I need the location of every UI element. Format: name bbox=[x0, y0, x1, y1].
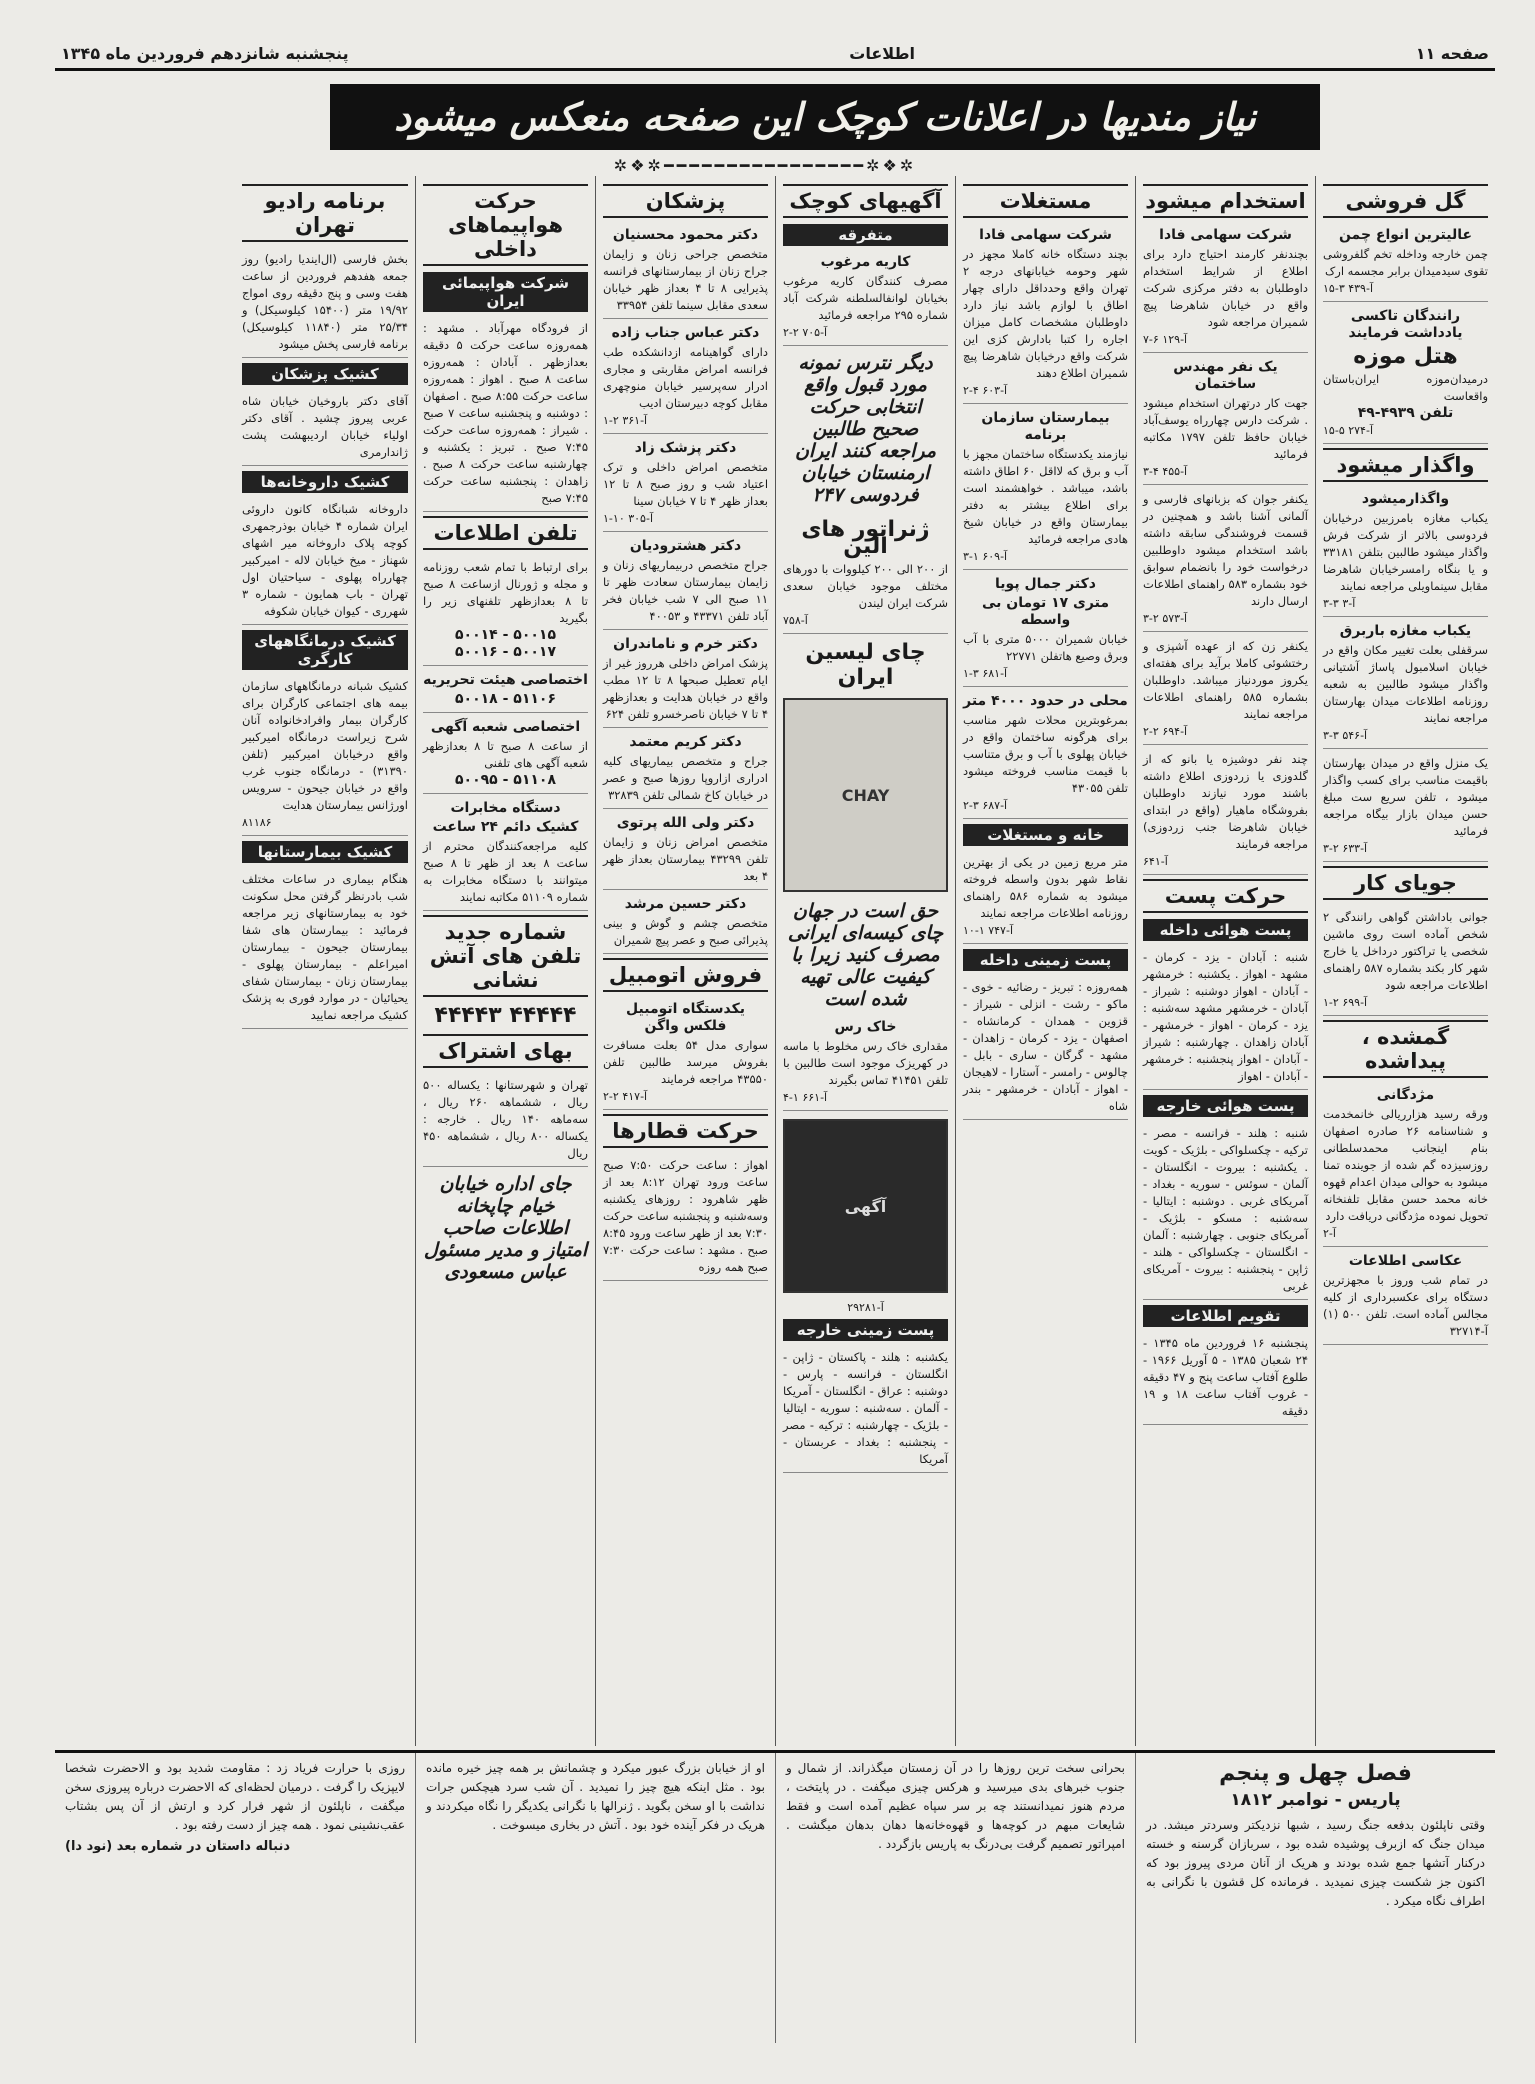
ad-text: از ۲۰۰ الی ۲۰۰ کیلووات با دورهای مختلف موجود خیابان سعدی شرکت ایران لیندن bbox=[783, 562, 948, 610]
story-column bbox=[1135, 1753, 1495, 2043]
story-text: بحرانی سخت ترین روزها را در آن زمستان میگذراند. از شمال و جنوب خبرهای بدی میرسید و هرکس چیزی میگفت . در پایتخت ، مردم هنوز نمیدانستند چه بر سر سپاه عظیم آمده است و فقط شایعات مبهم در کوچه‌ها و قهوه‌خانه‌ها دهان بدهان میگشت . امپراتور تصمیم گرفت بی‌درنگ به پاریس بازگردد . bbox=[786, 1761, 1125, 1851]
ad-item bbox=[963, 690, 1128, 819]
ornament-divider: ✲❖✲━━━━━━━━━━━━━━━━✲❖✲ bbox=[613, 156, 917, 175]
ad-code: آ-۶۹۹ ۲-۱ bbox=[1323, 996, 1368, 1009]
ad-title: دستگاه مخابرات bbox=[450, 800, 561, 816]
subsection-title: کشیک داروخانه‌ها bbox=[242, 471, 408, 493]
ad-code: آ-۶۴۱ bbox=[1143, 855, 1168, 868]
ad-image: آگهی bbox=[783, 1119, 948, 1293]
ad-title: خاک رس bbox=[834, 1019, 897, 1035]
header-page-number: صفحه ۱۱ bbox=[1415, 43, 1489, 63]
ad-code: آ-۲ bbox=[1323, 1227, 1336, 1240]
ad-title: دکتر ولی الله پرتوی bbox=[616, 815, 755, 831]
ad-code: آ-۵۴۶ ۳-۳ bbox=[1323, 729, 1368, 742]
ad-item bbox=[1323, 224, 1488, 302]
ad-item bbox=[783, 251, 948, 346]
classifieds-banner: نیاز مندیها در اعلانات کوچک این صفحه منعکس میشود bbox=[330, 84, 1320, 150]
ad-code: آ-۶۶۱ ۱-۴ bbox=[783, 1091, 828, 1104]
ad-text: متر مربع زمین در یکی از بهترین نقاط شهر بدون واسطه فروخته میشود به شماره ۵۸۶ راهنمای روزنامه اطلاعات مراجعه نمایند bbox=[963, 855, 1129, 920]
ad-item bbox=[603, 322, 768, 434]
column-flower-shop bbox=[1315, 176, 1495, 1746]
ad-text: داوطلبان مشخصات کامل میزان اجاره را کتبا بادارش کزی این شرکت واقع درخیابان شاهرضا پیچ شمیران اطلاع دهند bbox=[963, 315, 1128, 380]
subsection-title: کشیک بیمارستانها bbox=[242, 841, 408, 863]
ad-title: کاریه مرغوب bbox=[820, 254, 911, 270]
column-doctors bbox=[595, 176, 775, 1746]
ad-text: متخصص چشم و گوش و بینی پذیرائی صبح و عصر پیچ شمیران bbox=[603, 916, 768, 947]
ad-title: دکتر جمال پویا bbox=[995, 576, 1096, 592]
ad-text: متخصص جراحی زنان و زایمان جراح زنان از بیمارستانهای فرانسه پذیرایی ۸ تا ۴ بعداز ظهر خیابان سعدی مقابل سینما تلفن ۳۳۹۵۴ bbox=[603, 247, 768, 312]
ad-title: دکتر هشترودیان bbox=[629, 538, 742, 554]
publisher-footer: جای اداره خیابان خیام چاپخانه اطلاعات صاحب امتیاز و مدیر مسئول عباس مسعودی bbox=[423, 1173, 588, 1283]
ad-text: خیابان شمیران ۵۰۰۰ متری با آب وبرق وصیع هاتفلن ۲۲۷۷۱ bbox=[963, 632, 1128, 663]
ad-item bbox=[1323, 620, 1488, 749]
calendar-text: پنجشنبه ۱۶ فروردین ماه ۱۳۴۵ - ۲۴ شعبان ۱۳۸۵ - ۵ آوریل ۱۹۶۶ - طلوع آفتاب ساعت پنج و ۴۷ دقیقه - غروب آفتاب ساعت ۱۸ و ۱۹ دقیقه bbox=[1143, 1332, 1308, 1425]
ad-text: ورقه رسید هزارریالی خانمخدمت و شناسنامه ۲۶ صادره اصفهان بنام اینجانب محمدسلطانی روزسیزده گم شده از جوینده تمنا میشود به حوالی میدان اعدام قهوه خانه محمد حسن مقابل تلفنخانه تحویل نموده مژدگانی دریافت دارد bbox=[1323, 1107, 1488, 1223]
ad-item bbox=[783, 512, 948, 634]
section-title: آگهیهای کوچک bbox=[783, 184, 948, 218]
section-title: حرکت پست bbox=[1143, 879, 1308, 913]
ad-text: سواری مدل ۵۴ بعلت مسافرت بفروش میرسد طالبین تلفن ۴۳۵۵۰ مراجعه فرمایند bbox=[603, 1038, 768, 1086]
ad-item bbox=[603, 998, 768, 1110]
ad-item bbox=[603, 224, 768, 319]
ad-item bbox=[423, 716, 588, 794]
header-date: پنجشنبه شانزدهم فروردین ماه ۱۳۴۵ bbox=[61, 43, 349, 63]
ad-text: مقداری خاک رس مخلوط با ماسه در کهریزک موجود است طالبین با تلفن ۴۱۴۵۱ تماس بگیرند bbox=[783, 1039, 948, 1087]
ad-text: مصرف کنندگان کاریه مرغوب بخیابان لوانفالسلطنه شرکت آباد شماره ۲۹۵ مراجعه فرمائید bbox=[783, 274, 948, 322]
ad-title: یکباب مغازه باربرق bbox=[1339, 623, 1472, 639]
story-text: وقتی ناپلئون بدفعه جنگ رسید ، شبها نزدیکتر وسردتر میشد. در میدان جنگ که ازبرف پوشیده شده بود ، سربازان گرسنه و خسته درکنار آتشها جمع شده بودند و هریک از آنان مردی پیروز بود که اکنون جز شکست چیزی نمیدید . فرمانده کل قشون با نگرانی به اطراف نگاه میکرد . bbox=[1146, 1818, 1485, 1908]
ad-title: دکتر کریم معتمد bbox=[629, 734, 742, 750]
ad-text: در تمام شب وروز با مجهزترین دستگاه برای عکسبرداری از کلیه مجالس آماده است. تلفن ۵۰۰ (۱) آ-۳۲۷۱۴ bbox=[1323, 1273, 1488, 1338]
schedule-text: شنبه : هلند - فرانسه - مصر - ترکیه - چکسلواکی - بلژیک - کویت . یکشنبه : بیروت - انگلستان - آلمان - سوئس - سوریه - بغداد - آمریکای غربی . دوشنبه : ایتالیا - سه‌شنبه : مسکو - بلژیک - آمریکای جنوبی . چهارشنبه : آلمان - انگلستان - چکسلواکی - هلند - ژاپن - پنجشنبه : بیروت - آمریکای غربی bbox=[1143, 1122, 1308, 1300]
ad-text: یکنفر جوان که بزبانهای فارسی و آلمانی آشنا باشد و همچنین در قسمت فروشندگی سابقه داشته باشد استخدام میشود داوطلبین درخواست خود را بانضمام سوابق خود بشماره ۵۸۳ راهنمای اطلاعات ارسال دارند bbox=[1143, 492, 1308, 608]
ad-item bbox=[242, 675, 408, 836]
schedule-text: همه‌روزه : تبریز - رضائیه - خوی - ماکو - رشت - انزلی - شیراز - قزوین - همدان - کرمانشاه - اصفهان - یزد - کرمان - زاهدان - مشهد - گرگان - ساری - بابل - چالوس - رامسر - آستارا - لاهیجان - اهواز - آبادان - خرمشهر - بندر شاه bbox=[963, 976, 1128, 1120]
story-text: او از خیابان بزرگ عبور میکرد و چشمانش بر همه چیز خیره مانده بود . مثل اینکه هیچ چیز را نمیدید . آن شب سرد هیچکس جرات نداشت با او سخن بگوید . ژنرالها با نگرانی یکدیگر را نگاه میکردند و هریک در فکر آینده خود بود . آتش در بخاری میسوخت . bbox=[426, 1761, 765, 1832]
ad-title: دکتر عباس جناب زاده bbox=[611, 325, 760, 341]
ad-title: دکتر حسین مرشد bbox=[624, 896, 747, 912]
section-title: گمشده ، پیداشده bbox=[1323, 1020, 1488, 1078]
ad-code: آ-۷۴۷ ۱-۱۰ bbox=[963, 924, 1013, 937]
section-title: استخدام میشود bbox=[1143, 184, 1308, 218]
ad-item bbox=[963, 851, 1128, 944]
subsection-title: کشیک پزشکان bbox=[242, 363, 408, 385]
tea-ad-headline: چای لیسین ایران bbox=[805, 640, 926, 690]
ad-title: شرکت سهامی فادا bbox=[1159, 227, 1292, 243]
page-header bbox=[55, 38, 1495, 71]
ad-text: بخش فارسی (ال‌ایندیا رادیو) روز جمعه هفدهم فروردین از ساعت هفت وسی و پنج دقیقه روی امواج ۱۹/۹۲ متر (۱۵۴۰۰ کیلوسیکل) و ۲۵/۳۴ متر (۱۱۸۴۰ کیلوسیکل) برنامه فارسی پخش میشود bbox=[242, 248, 408, 358]
subscription-text: تهران و شهرستانها : یکساله ۵۰۰ ریال ، ششماهه ۲۶۰ ریال ، سه‌ماهه ۱۴۰ ریال . خارجه : یکساله ۸۰۰ ریال ، ششماهه ۴۵۰ ریال bbox=[423, 1074, 588, 1167]
classified-columns bbox=[55, 176, 1495, 1746]
ad-text: از ساعت ۸ صبح تا ۸ بعدازظهر شعبه آگهی های تلفنی bbox=[423, 739, 588, 770]
serial-story bbox=[55, 1750, 1495, 2043]
ad-item bbox=[603, 633, 768, 728]
ad-title: اختصاصی شعبه آگهی bbox=[430, 719, 581, 735]
ad-item bbox=[1323, 1250, 1488, 1345]
ad-text: متخصص امراض داخلی و ترک اعتیاد شب و روز صبح ۸ تا ۱۲ بعداز ظهر ۴ تا ۷ خیابان سینا bbox=[603, 460, 769, 508]
ad-item bbox=[963, 407, 1128, 570]
ad-item bbox=[1323, 752, 1488, 862]
ad-code: آ-۲۷۴ ۵-۱۵ bbox=[1323, 424, 1373, 437]
ad-text: یکنفر زن که از عهده آشپزی و رختشوئی کاملا برآید برای هفته‌ای یکروز موردنیاز میباشد. داوطلبان بشماره ۵۸۵ راهنمای اطلاعات مراجعه نمایند bbox=[1143, 639, 1308, 721]
story-column bbox=[55, 1753, 415, 2043]
ad-text: کلیه مراجعه‌کنندگان محترم از ساعت ۸ بعد از ظهر تا ۸ صبح میتوانند با دستگاه مخابرات به شماره ۵۱۱۰۹ مکاتبه نمایند bbox=[423, 839, 588, 904]
section-title: گل فروشی bbox=[1323, 184, 1488, 218]
ad-text: جوانی باداشتن گواهی رانندگی ۲ شخص آماده است روی ماشین شخصی یا تراکتور درداخل یا خارج شهر کار بکند بشماره ۵۸۷ راهنمای اطلاعات مراجعه شود bbox=[1323, 910, 1489, 992]
ad-item bbox=[423, 797, 588, 911]
schedule-text: شنبه : آبادان - یزد - کرمان - مشهد - اهواز . یکشنبه : خرمشهر - آبادان - اهواز دوشنبه : شیراز - آبادان - خرمشهر مشهد سه‌شنبه : یزد - کرمان - اهواز - خرمشهر - آبادان زاهدان . چهارشنبه : شیراز - آبادان - اهواز پنجشنبه : خرمشهر - آبادان - اهواز bbox=[1143, 946, 1308, 1090]
phone-number: ۵۱۱۰۶ - ۵۰۰۱۸ bbox=[454, 691, 557, 707]
subsection-title: متفرقه bbox=[783, 224, 948, 246]
section-title: حرکت هواپیماهای داخلی bbox=[423, 184, 588, 266]
ad-code: آ-۷۵۸ bbox=[783, 614, 808, 627]
header-paper-name: اطلاعات bbox=[849, 43, 915, 63]
ad-text: هنگام بیماری در ساعات مختلف شب بادرنظر گرفتن محل سکونت خود به بیمارستانهای زیر مراجعه فرمائید : بیمارستان های شفا بیمارستان جیحون - بیمارستان امیراعلم - بیمارستان پهلوی - بیمارستان زنان - بیمارستان شفای یحیائیان - در موارد فوری به پزشک کشیک مراجعه نمایید bbox=[242, 868, 408, 1029]
phone-number: ۵۰۰۱۷ - ۵۰۰۱۶ bbox=[454, 644, 557, 660]
ad-text: آقای دکتر باروخیان خیابان شاه عربی پیروز چشید . آقای دکتر اولیاء خیابان اردیبهشت پشت ژاندارمری bbox=[242, 390, 408, 466]
ad-text: داروخانه شبانگاه کانون داروئی ایران شماره ۴ خیابان بوذرجمهری کوچه پلاک داروخانه میر اشهای شهناز - میخ خیابان لاله - امیرکبیر چهارراه پهلوی - سیاحتیان اول تهران - باب همایون - شماره ۳ شهرری - کیوان خیابان شکوفه bbox=[242, 498, 408, 625]
ad-text: برای ارتباط با تمام شعب روزنامه و مجله و ژورنال ازساعت ۸ صبح تا ۸ بعدازظهر تلفنهای زیر را بگیرید bbox=[423, 560, 588, 625]
ad-text: جراح و متخصص بیماریهای کلیه ادراری ازاروپا روزها صبح و عصر در خیابان کاخ شمالی تلفن ۳۲۸۳۹ bbox=[603, 754, 768, 802]
subsection-title: تقویم اطلاعات bbox=[1143, 1305, 1308, 1327]
ad-title: واگذارمیشود bbox=[1361, 491, 1450, 507]
subsection-title: کشیک درمانگاههای کارگری bbox=[242, 630, 408, 670]
ad-item bbox=[603, 437, 768, 532]
ad-text: چند نفر دوشیزه یا بانو که از گلدوزی یا زردوزی اطلاع داشته باشند مورد نیازند داوطلبان بفروشگاه ماهیار (واقع در ابتدای خیابان شاهرضا جنب زردوزی) مراجعه فرمایند bbox=[1143, 752, 1308, 851]
phone-number: ۵۱۱۰۸ - ۵۰۰۹۵ bbox=[454, 772, 557, 788]
ad-code: ۸۱۱۸۶ bbox=[242, 816, 272, 829]
ad-code: آ-۳ ۳-۳ bbox=[1323, 597, 1356, 610]
ad-subtitle: کشیک دائم ۲۴ ساعت bbox=[432, 819, 579, 835]
subsection-title: پست هوائی داخله bbox=[1143, 919, 1308, 941]
ad-item bbox=[1143, 488, 1308, 632]
ad-text: سرقفلی بعلت تغییر مکان واقع در خیابان اسلامبول پاساژ آشتیانی واگذار میشود طالبین به شعبه روزنامه اطلاعات میدان بهارستان مراجعه نمایند bbox=[1323, 643, 1488, 725]
ad-item bbox=[1143, 748, 1308, 875]
story-column bbox=[775, 1753, 1135, 2043]
ad-code: آ-۵۷۳ ۲-۳ bbox=[1143, 612, 1188, 625]
story-title: فصل چهل و پنجم bbox=[1219, 1761, 1412, 1786]
ad-item bbox=[603, 893, 768, 954]
ad-item bbox=[603, 812, 768, 890]
ad-text: درمیدان‌موزه ایران‌باستان واقعاست bbox=[1323, 372, 1488, 403]
ad-code: آ-۴۱۷ ۲-۲ bbox=[603, 1090, 648, 1103]
story-continuation: دنباله داستان در شماره بعد (نود دا) bbox=[65, 1839, 290, 1854]
ad-code: آ-۶۰۹ ۱-۳ bbox=[963, 550, 1008, 563]
section-title: بهای اشتراک bbox=[423, 1034, 588, 1068]
tea-ad-text: حق است در جهان چای کیسه‌ای ایرانی مصرف کنید زیرا با کیفیت عالی تهیه شده است bbox=[787, 900, 944, 1010]
ad-item bbox=[423, 556, 588, 666]
section-title: شماره جدید تلفن های آتش نشانی bbox=[423, 915, 588, 997]
ad-text: بچندنفر کارمند احتیاج دارد برای اطلاع از شرایط استخدام داوطلبان به دفتر مرکزی شرکت واقع در خیابان شاهرضا پیچ شمیران مراجعه شود bbox=[1143, 247, 1308, 329]
schedule-text: از فرودگاه مهرآباد . مشهد : همه‌روزه ساعت حرکت ۵ دقیقه بعدازظهر . آبادان : همه‌روزه ساعت ۸ صبح . اهواز : همه‌روزه ساعت حرکت ۸:۵۵ صبح . اصفهان : دوشنبه و پنجشنبه ساعت ۷ صبح . شیراز : همه‌روزه ساعت حرکت ۷:۴۵ صبح . تبریز : یکشنبه و چهارشنبه ساعت حرکت ۸ صبح . زاهدان : پنجشنبه ساعت حرکت ۷:۴۵ صبح bbox=[423, 317, 588, 512]
ad-title: دکتر پزشک زاد bbox=[634, 440, 737, 456]
ad-title: عکاسی اطلاعات bbox=[1348, 1253, 1463, 1269]
ad-code: آ-۷۰۵ ۲-۲ bbox=[783, 326, 828, 339]
ad-text: جهت کار درتهران استخدام میشود . شرکت دارس چهارراه یوسف‌آباد خیابان حافظ تلفن ۱۷۹۷ مکاتبه فرمائید bbox=[1143, 396, 1308, 461]
ad-code: آ-۳۶۱ ۲-۱ bbox=[603, 414, 648, 427]
ad-code: آ-۶۹۴ ۲-۲ bbox=[1143, 725, 1188, 738]
ad-code: آ-۶۸۱ ۳-۱ bbox=[963, 667, 1008, 680]
story-text: روزی با حرارت فریاد زد : مقاومت شدید بود و الاحضرت شخصا لایپزیک را گرفت . درمیان لحظه‌ای که الاحضرت درباره پیروزی سخن میگفت ، ناپلئون از شهر فرار کرد و ارتش از آن پس بشتاب عقب‌نشینی نمود . همه چیز از دست رفته بود . bbox=[65, 1761, 405, 1832]
ad-code: آ-۱۲۹ ۶-۷ bbox=[1143, 333, 1188, 346]
ad-title: دکتر محمود محسنیان bbox=[612, 227, 759, 243]
story-column bbox=[415, 1753, 775, 2043]
ad-title: یکدستگاه اتومبیل فلکس واگن bbox=[626, 1001, 745, 1034]
ad-text: یک منزل واقع در میدان بهارستان باقیمت مناسب برای کسب واگذار میشود ، تلفن سریع ست مبلغ حسن میدان بازار بیگاه مراجعه فرمائید bbox=[1323, 756, 1488, 838]
ad-title: عالیترین انواع چمن bbox=[1338, 227, 1473, 243]
subsection-title: خانه و مستغلات bbox=[963, 824, 1128, 846]
subsection-title: شرکت هواپیمائی ایران bbox=[423, 272, 588, 312]
ad-item bbox=[1143, 224, 1308, 353]
ad-title: محلی در حدود ۴۰۰۰ متر bbox=[963, 693, 1128, 709]
schedule-text: اهواز : ساعت حرکت ۷:۵۰ صبح ساعت ورود تهران ۸:۱۲ بعد از ظهر شاهرود : روزهای یکشنبه وسه‌شنبه و پنجشنبه ساعت حرکت ۷:۳۰ بعد از ظهر ساعت ورود ۸:۴۵ صبح . مشهد : ساعت حرکت ۷:۳۰ صبح همه روزه bbox=[603, 1154, 768, 1281]
ad-text: دارای گواهینامه ازدانشکده طب فرانسه امراض مقاربتی و مجاری ادرار سه‌پرسیر خیابان منوچهری مقابل کوچه دبیرستان ادیب bbox=[603, 345, 768, 410]
ad-code: آ-۲۹۲۸۱ bbox=[847, 1301, 884, 1314]
ad-item bbox=[1323, 906, 1488, 1016]
ad-text: نیازمند یکدستگاه ساختمان مجهز با آب و برق که لااقل ۶۰ اطاق داشته باشد، میباشد . خواهشمند است برای اطلاع بیشتر به دفتر بیمارستان واقع در خیابان شیخ هادی مراجعه فرمائید bbox=[963, 447, 1128, 546]
story-subtitle: پاریس - نوامبر ۱۸۱۲ bbox=[1230, 1790, 1401, 1810]
ad-item bbox=[1323, 305, 1488, 444]
ad-text: بچند دستگاه خانه کاملا مجهز در شهر وحومه خیابانهای درجه ۲ تهران واقع وحدداقل دارای چهار اطاق با لوازم باشد نیاز دارد bbox=[963, 247, 1128, 312]
ad-code: آ-۶۳۳ ۲-۳ bbox=[1323, 842, 1368, 855]
phone-number: ۵۰۰۱۵ - ۵۰۰۱۴ bbox=[454, 627, 557, 643]
ad-item bbox=[963, 224, 1128, 404]
section-title: فروش اتومبیل bbox=[603, 958, 768, 992]
column-employment bbox=[1135, 176, 1315, 1746]
ad-title: اختصاصی هیئت تحریریه bbox=[423, 672, 588, 688]
ad-title: دکتر خرم و ناماندران bbox=[613, 636, 758, 652]
calligraphy-ad: دیگر نترس نمونه مورد قبول واقع انتخابی حرکت صحیح طالبین مراجعه کنند ایران ارمنستان خیابان فردوسی ۲۴۷ bbox=[794, 352, 937, 506]
ad-title: متری ۱۷ تومان بی واسطه bbox=[982, 595, 1109, 628]
section-title: واگذار میشود bbox=[1323, 448, 1488, 482]
ad-text: متخصص امراض زنان و زایمان تلفن ۴۳۲۹۹ بیمارستان بعداز ظهر ۴ بعد bbox=[603, 835, 768, 883]
section-title: جویای کار bbox=[1323, 866, 1488, 900]
ad-text: جراح متخصص دربیماریهای زنان و زایمان بیمارستان سعادت ظهر تا ۱۱ صبح الی ۷ شب خیابان فخر آباد تلفن ۴۳۳۷۱ و ۴۰۰۵۳ bbox=[603, 558, 768, 623]
ad-item bbox=[423, 669, 588, 713]
subsection-title: پست زمینی داخله bbox=[963, 949, 1128, 971]
ad-text: بمرغوبترین محلات شهر مناسب برای هرگونه ساختمان واقع در خیابان پهلوی با آب و برق متناسب با قیمت مناسب فروخته میشود تلفن ۴۳۰۵۵ bbox=[963, 713, 1128, 795]
column-real-estate bbox=[955, 176, 1135, 1746]
ad-code: آ-۴۵۵ ۴-۳ bbox=[1143, 465, 1188, 478]
ad-code: آ-۶۰۳ ۴-۲ bbox=[963, 384, 1008, 397]
ad-item bbox=[783, 1016, 948, 1111]
ad-phone: تلفن ۴۹۳۹-۴۹ bbox=[1357, 405, 1454, 421]
ad-item bbox=[1143, 356, 1308, 485]
section-title: مستغلات bbox=[963, 184, 1128, 218]
section-title: تلفن اطلاعات bbox=[423, 516, 588, 550]
ad-item bbox=[963, 573, 1128, 687]
subsection-title: پست زمینی خارجه bbox=[783, 1319, 948, 1341]
ad-text: کشیک شبانه درمانگاههای سازمان بیمه های اجتماعی کارگران برای کارگران بیمار وافرادخانواده آنان شرح زیراست درمانگاه امیرکبیر واقع درخیابان امیرکبیر (تلفن ۳۱۳۹۰) - درمانگاه جنوب غرب واقع در خیابان جیحون - سرویس اورژانس بیمارستان هدایت bbox=[242, 679, 408, 812]
ad-title: بیمارستان سازمان برنامه bbox=[981, 410, 1110, 443]
tea-box-image: CHAY bbox=[783, 698, 948, 892]
schedule-text: یکشنبه : هلند - پاکستان - ژاپن - انگلستان - فرانسه - پارس - دوشنبه : عراق - انگلستان - آمریکا - آلمان . سه‌شنبه : سوریه - ایتالیا - بلژیک - چهارشنبه : ترکیه - مصر - پنجشنبه : بغداد - عربستان - آمریکا bbox=[783, 1346, 948, 1473]
section-title: حرکت قطارها bbox=[603, 1114, 768, 1148]
ad-text: چمن خارجه وداخله تخم گلفروشی تقوی سیدمیدان برابر مجسمه ارک bbox=[1323, 247, 1488, 278]
ad-item bbox=[603, 731, 768, 809]
ad-item bbox=[1323, 488, 1488, 617]
section-title: برنامه رادیو تهران bbox=[242, 184, 408, 242]
ad-headline: هتل موزه bbox=[1353, 344, 1458, 369]
ad-item bbox=[1323, 1084, 1488, 1247]
ad-title: مژدگانی bbox=[1376, 1087, 1435, 1103]
ad-text: پزشک امراض داخلی هرروز غیر از ایام تعطیل صبحها ۸ تا ۱۲ مطب واقع در خیابان هدایت و بعدازظهر ۴ تا ۷ خیابان ناصرخسرو تلفن ۶۲۴ bbox=[603, 656, 769, 721]
ad-title: رانندگان تاکسی یادداشت فرمایند bbox=[1348, 308, 1463, 341]
ad-item bbox=[603, 535, 768, 630]
ad-code: آ-۴۳۹ ۳-۱۵ bbox=[1323, 282, 1373, 295]
column-small-ads bbox=[775, 176, 955, 1746]
ad-item bbox=[1143, 635, 1308, 745]
ad-headline: ژنراتور های الین bbox=[801, 517, 930, 559]
ad-title: یک نفر مهندس ساختمان bbox=[1173, 359, 1278, 392]
fire-phone-number: ۴۴۴۴۴ ۴۴۴۴۳ bbox=[434, 1003, 577, 1028]
subsection-title: پست هوائی خارجه bbox=[1143, 1095, 1308, 1117]
column-flights-phones bbox=[415, 176, 595, 1746]
column-radio-pharmacies bbox=[235, 176, 415, 1746]
section-title: پزشکان bbox=[603, 184, 768, 218]
ad-title: شرکت سهامی فادا bbox=[979, 227, 1112, 243]
ad-code: آ-۳۰۵ ۱۰-۱ bbox=[603, 512, 653, 525]
ad-code: آ-۶۸۷ ۳-۲ bbox=[963, 799, 1008, 812]
ad-text: یکباب مغازه بامرزبین درخیابان فردوسی بالاتر از شرکت فرش واگذار میشود طالبین بتلفن ۳۳۱۸۱ و یا بنگاه رامسرخیابان شاهرضا مقابل سینماویلی مراجعه نمایند bbox=[1323, 511, 1488, 593]
